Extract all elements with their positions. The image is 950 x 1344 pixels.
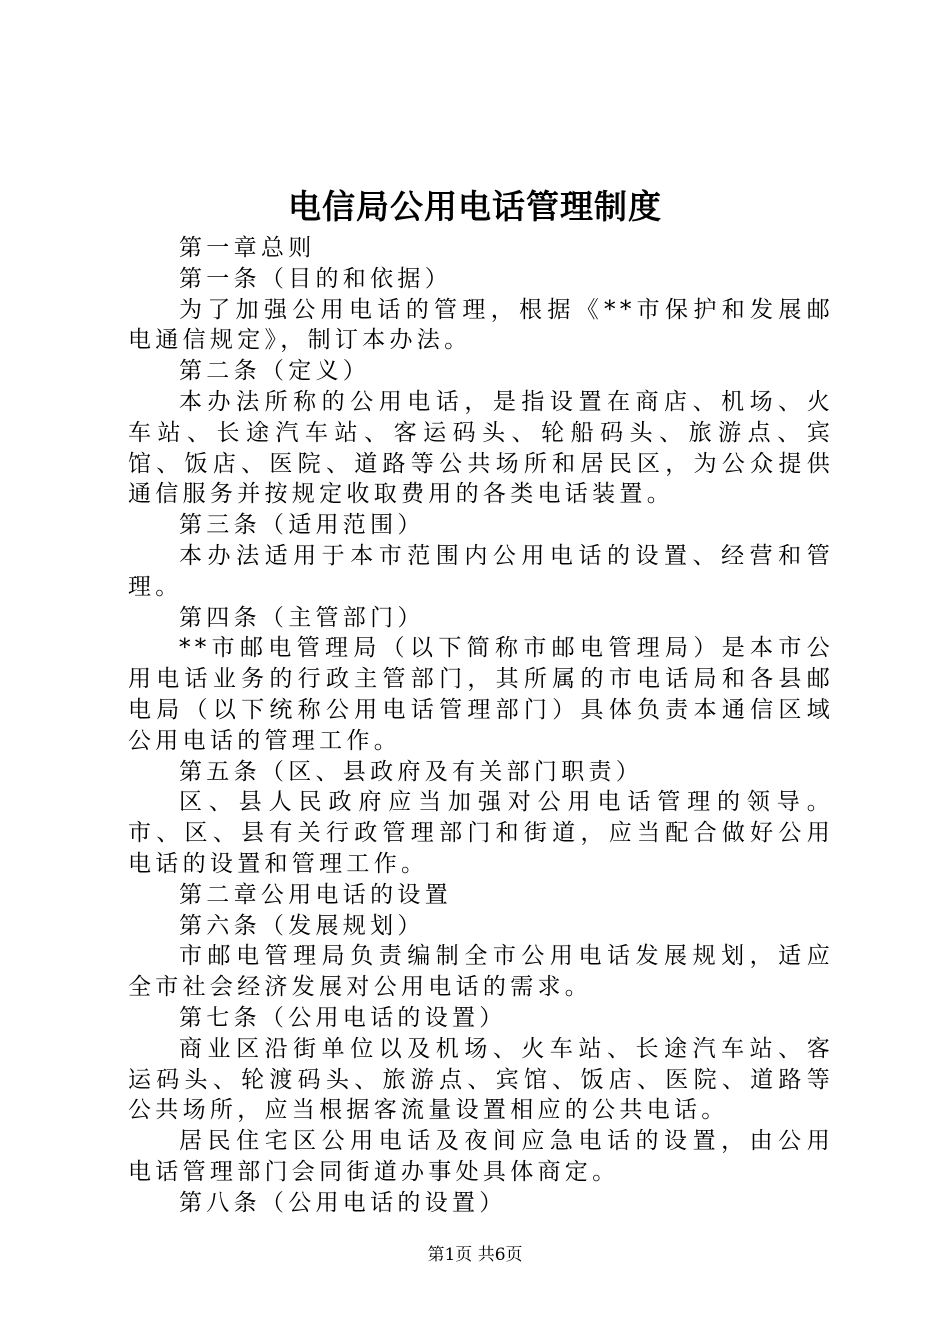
- chapter-heading: 第二章公用电话的设置: [179, 881, 452, 908]
- article-text: 本办法适用于本市范围内公用电话的设置、经营和管理。: [128, 542, 834, 600]
- article-heading: 第六条（发展规划）: [179, 912, 425, 939]
- chapter-heading: 第一章总则: [179, 235, 316, 261]
- article-heading: 第七条（公用电话的设置）: [179, 1004, 507, 1031]
- article-text: 市邮电管理局负责编制全市公用电话发展规划，适应全市社会经济发展对公用电话的需求。: [128, 943, 834, 1001]
- article-heading: 第三条（适用范围）: [179, 512, 425, 539]
- article-text: **市邮电管理局（以下简称市邮电管理局）是本市公用电话业务的行政主管部门，其所属的市电话局和各县邮电局（以下统称公用电话管理部门）具体负责本通信区域公用电话的管理工作。: [128, 635, 834, 754]
- article-heading: 第五条（区、县政府及有关部门职责）: [179, 758, 644, 785]
- article-text: 居民住宅区公用电话及夜间应急电话的设置，由公用电话管理部门会同街道办事处具体商定。: [128, 1128, 834, 1185]
- article-text: 商业区沿街单位以及机场、火车站、长途汽车站、客运码头、轮渡码头、旅游点、宾馆、饭店、医院、道路等公共场所，应当根据客流量设置相应的公共电话。: [128, 1035, 834, 1124]
- document-title: 电信局公用电话管理制度: [288, 187, 662, 226]
- article-heading: 第四条（主管部门）: [179, 604, 425, 631]
- article-heading: 第八条（公用电话的设置）: [179, 1189, 507, 1216]
- article-heading: 第二条（定义）: [179, 358, 371, 385]
- article-heading: 第一条（目的和依据）: [179, 265, 452, 292]
- document-body: [128, 233, 834, 1219]
- article-text: 本办法所称的公用电话，是指设置在商店、机场、火车站、长途汽车站、客运码头、轮船码头、旅游点、宾馆、饭店、医院、道路等公共场所和居民区，为公众提供通信服务并按规定收取费用的各类电话装置。: [128, 388, 834, 508]
- page-footer: 第1页 共6页: [427, 1245, 523, 1265]
- article-text: 为了加强公用电话的管理，根据《**市保护和发展邮电通信规定》，制订本办法。: [128, 296, 834, 354]
- article-text: 区、县人民政府应当加强对公用电话管理的领导。市、区、县有关行政管理部门和街道，应当配合做好公用电话的设置和管理工作。: [128, 789, 834, 877]
